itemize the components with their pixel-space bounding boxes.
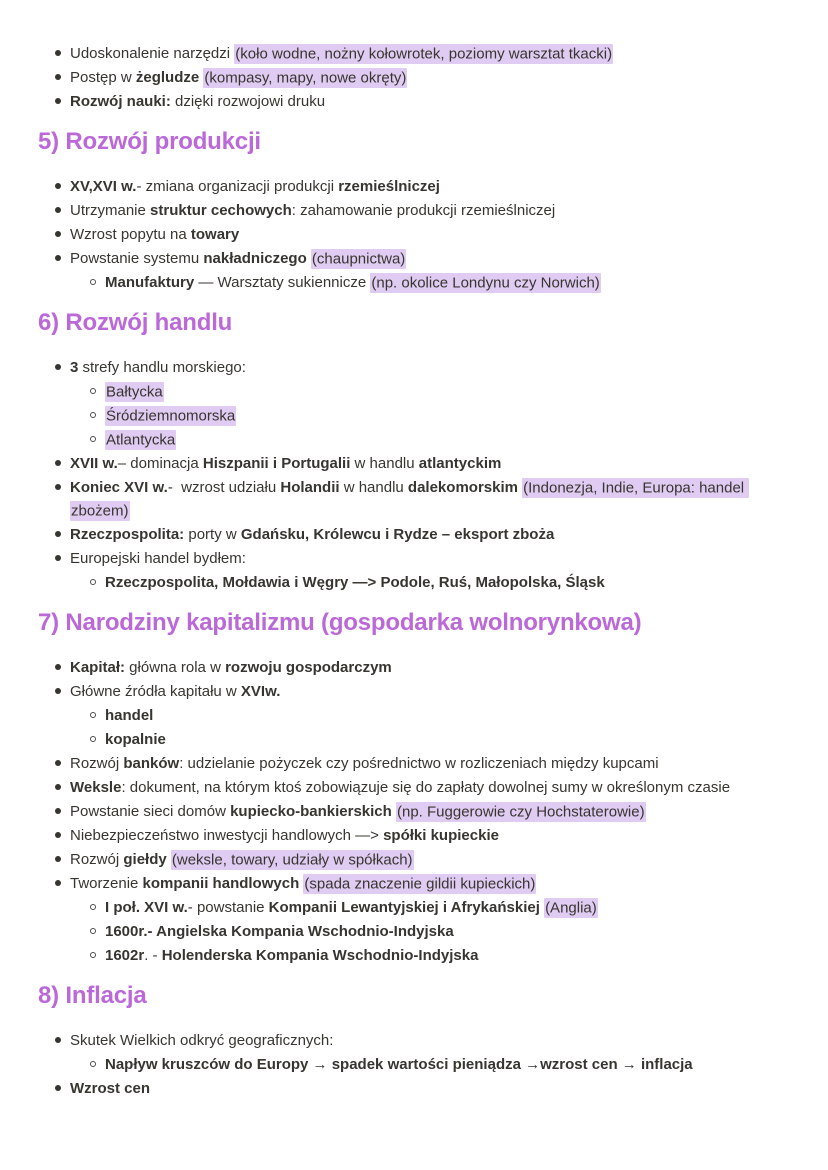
bullet-circle-icon [90,388,96,394]
text-segment: Manufaktury [105,274,195,291]
bullet-circle-icon [90,579,96,585]
text-segment: kupiecko-bankierskich [230,803,392,820]
text-segment: 1600r.- Angielska Kompania Wschodnio-Indyjska [105,923,454,940]
bullet-text [70,776,790,799]
bullet-text [70,800,790,823]
bullet-item [38,356,790,379]
text-segment: Europejski handel bydłem: [70,550,246,567]
bullet-item [38,704,790,727]
bullet-dot-icon [55,880,61,886]
text-segment: w handlu [350,455,419,472]
bullet-circle-icon [90,412,96,418]
bullet-item [38,42,790,65]
text-segment: (kompasy, mapy, nowe okręty) [204,69,407,86]
text-segment: Główne źródła kapitału w [70,683,241,700]
bullet-item [38,547,790,570]
text-segment: - wzrost udziału [167,479,281,496]
text-segment: w handlu [339,479,408,496]
text-segment: Wzrost popytu na [70,226,191,243]
text-segment: Hiszpanii i Portugalii [202,455,351,472]
text-segment: towary [190,226,240,243]
bullet-text [70,680,790,703]
text-segment: giełdy [123,851,167,868]
bullet-dot-icon [55,531,61,537]
bullet-circle-icon [90,712,96,718]
text-segment: I poł. XVI w. [105,899,188,916]
bullet-dot-icon [55,50,61,56]
text-segment: Bałtycka [106,383,163,400]
bullet-item [38,800,790,823]
bullet-text [105,920,790,943]
bullet-item [38,656,790,679]
bullet-text [70,356,790,379]
text-segment: (Anglia) [545,899,597,916]
bullet-item [38,824,790,847]
bullet-item [38,848,790,871]
text-segment: dalekomorskim [407,479,518,496]
text-segment: - zmiana organizacji produkcji [136,178,339,195]
bullet-dot-icon [55,856,61,862]
text-segment: – dominacja [117,455,203,472]
bullet-item [38,680,790,703]
bullet-item [38,476,790,522]
text-segment: Skutek Wielkich odkryć geograficznych: [70,1032,334,1049]
text-segment: Wzrost cen [70,1080,151,1097]
bullet-text [70,752,790,775]
bullet-item [38,1077,790,1100]
text-segment: żegludze [135,69,200,86]
text-segment: Śródziemnomorska [106,407,236,424]
text-segment: Rozwój [70,755,124,772]
bullet-text [70,66,790,89]
bullet-text [70,476,790,522]
bullet-text [105,380,790,403]
text-segment: Niebezpieczeństwo inwestycji handlowych —> [70,827,384,844]
text-segment: XVII w. [70,455,118,472]
bullet-text [105,271,790,294]
bullet-item [38,1029,790,1052]
bullet-dot-icon [55,760,61,766]
bullet-item [38,404,790,427]
bullet-text [70,452,790,475]
bullet-dot-icon [55,1085,61,1091]
text-segment: kompanii handlowych [142,875,300,892]
text-segment: struktur cechowych [150,202,292,219]
text-segment: nakładniczego [203,250,307,267]
bullet-text [105,404,790,427]
text-segment: banków [123,755,180,772]
bullet-item [38,452,790,475]
bullet-dot-icon [55,784,61,790]
bullet-item [38,523,790,546]
bullet-text [70,656,790,679]
bullet-dot-icon [55,484,61,490]
text-segment: atlantyckim [418,455,502,472]
bullet-item [38,66,790,89]
text-segment: Tworzenie [70,875,143,892]
text-segment: — Warsztaty sukiennicze [194,274,371,291]
text-segment: Rozwój [70,851,124,868]
text-segment: Rzeczpospolita: [70,526,185,543]
bullet-text [105,896,790,919]
text-segment: XVIw. [240,683,281,700]
text-segment: Holenderska Kompania Wschodnio-Indyjska [161,947,479,964]
text-segment: (np. okolice Londynu czy Norwich) [371,274,600,291]
bullet-item [38,1053,790,1076]
bullet-text [70,247,790,270]
text-segment: (koło wodne, nożny kołowrotek, poziomy warsztat tkacki) [235,45,613,62]
bullet-circle-icon [90,952,96,958]
bullet-dot-icon [55,555,61,561]
text-segment: (Indonezja, Indie, Europa: handel zbożem) [71,479,749,519]
text-segment: Powstanie systemu [70,250,204,267]
bullet-text [70,824,790,847]
section-heading: 7) Narodziny kapitalizmu (gospodarka wolnorynkowa) [38,609,642,636]
bullet-text [70,223,790,246]
text-segment: : udzielanie pożyczek czy pośrednictwo w rozliczeniach między kupcami [179,755,659,772]
bullet-text [70,1077,790,1100]
bullet-dot-icon [55,183,61,189]
bullet-circle-icon [90,279,96,285]
bullet-item [38,728,790,751]
bullet-dot-icon [55,832,61,838]
bullet-item [38,380,790,403]
bullet-item [38,752,790,775]
bullet-item [38,776,790,799]
text-segment: Kapitał: [70,659,126,676]
text-segment: Kompanii Lewantyjskiej i Afrykańskiej [268,899,540,916]
text-segment: - powstanie [187,899,269,916]
text-segment: główna rola w [125,659,226,676]
text-segment: . - [144,947,162,964]
bullet-dot-icon [55,364,61,370]
bullet-circle-icon [90,1061,96,1067]
bullet-dot-icon [55,207,61,213]
text-segment: Rozwój nauki: [70,93,171,110]
text-segment: Gdańsku, Królewcu i Rydze – eksport zboża [240,526,555,543]
bullet-dot-icon [55,808,61,814]
section-heading: 8) Inflacja [38,982,147,1009]
text-segment: (weksle, towary, udziały w spółkach) [171,851,413,868]
bullet-dot-icon [55,688,61,694]
bullet-item [38,247,790,270]
text-segment: 3 [70,359,79,376]
bullet-text [105,728,790,751]
text-segment: : dokument, na którym ktoś zobowiązuje się do zapłaty dowolnej sumy w określonym czasie [121,779,731,796]
text-segment: Napływ kruszców do Europy → spadek wartości pieniądza →wzrost cen → inflacja [105,1056,693,1073]
bullet-circle-icon [90,436,96,442]
bullet-dot-icon [55,231,61,237]
text-segment: Rzeczpospolita, Mołdawia i Węgry —> Podole, Ruś, Małopolska, Śląsk [105,574,605,591]
text-segment: dzięki rozwojowi druku [170,93,326,110]
bullet-circle-icon [90,928,96,934]
section-heading: 5) Rozwój produkcji [38,128,261,155]
bullet-item [38,271,790,294]
document-content [38,42,790,1100]
bullet-item [38,223,790,246]
section-heading: 6) Rozwój handlu [38,309,233,336]
text-segment: kopalnie [105,731,166,748]
text-segment: Atlantycka [106,431,176,448]
text-segment: XV,XVI w. [70,178,137,195]
bullet-item [38,872,790,895]
bullet-item [38,571,790,594]
bullet-text [105,571,790,594]
bullet-text [70,547,790,570]
text-segment: (np. Fuggerowie czy Hochstaterowie) [396,803,645,820]
bullet-text [70,872,790,895]
bullet-item [38,199,790,222]
text-segment: Postęp w [70,69,136,86]
bullet-dot-icon [55,74,61,80]
bullet-text [105,944,790,967]
text-segment: Weksle [70,779,122,796]
bullet-dot-icon [55,460,61,466]
text-segment: Holandii [280,479,340,496]
text-segment: handel [105,707,154,724]
text-segment: rzemieślniczej [338,178,440,195]
bullet-text [70,90,790,113]
bullet-item [38,175,790,198]
text-segment: : zahamowanie produkcji rzemieślniczej [291,202,556,219]
text-segment: porty w [184,526,241,543]
text-segment: Utrzymanie [70,202,151,219]
bullet-circle-icon [90,736,96,742]
text-segment: rozwoju gospodarczym [225,659,392,676]
text-segment: Powstanie sieci domów [70,803,231,820]
bullet-text [70,199,790,222]
bullet-text [105,704,790,727]
bullet-dot-icon [55,98,61,104]
text-segment: strefy handlu morskiego: [78,359,246,376]
text-segment: (spada znaczenie gildii kupieckich) [304,875,536,892]
bullet-circle-icon [90,904,96,910]
bullet-text [105,1053,790,1076]
bullet-text [70,848,790,871]
bullet-dot-icon [55,664,61,670]
bullet-text [70,1029,790,1052]
bullet-text [70,175,790,198]
text-segment: spółki kupieckie [383,827,499,844]
text-segment: (chaupnictwa) [311,250,406,267]
bullet-item [38,944,790,967]
bullet-item [38,920,790,943]
text-segment: 1602r [105,947,145,964]
bullet-dot-icon [55,255,61,261]
bullet-item [38,896,790,919]
bullet-text [70,523,790,546]
text-segment: Koniec XVI w. [70,479,168,496]
bullet-item [38,90,790,113]
bullet-text [70,42,790,65]
bullet-item [38,428,790,451]
bullet-text [105,428,790,451]
text-segment: Udoskonalenie narzędzi [70,45,235,62]
bullet-dot-icon [55,1037,61,1043]
